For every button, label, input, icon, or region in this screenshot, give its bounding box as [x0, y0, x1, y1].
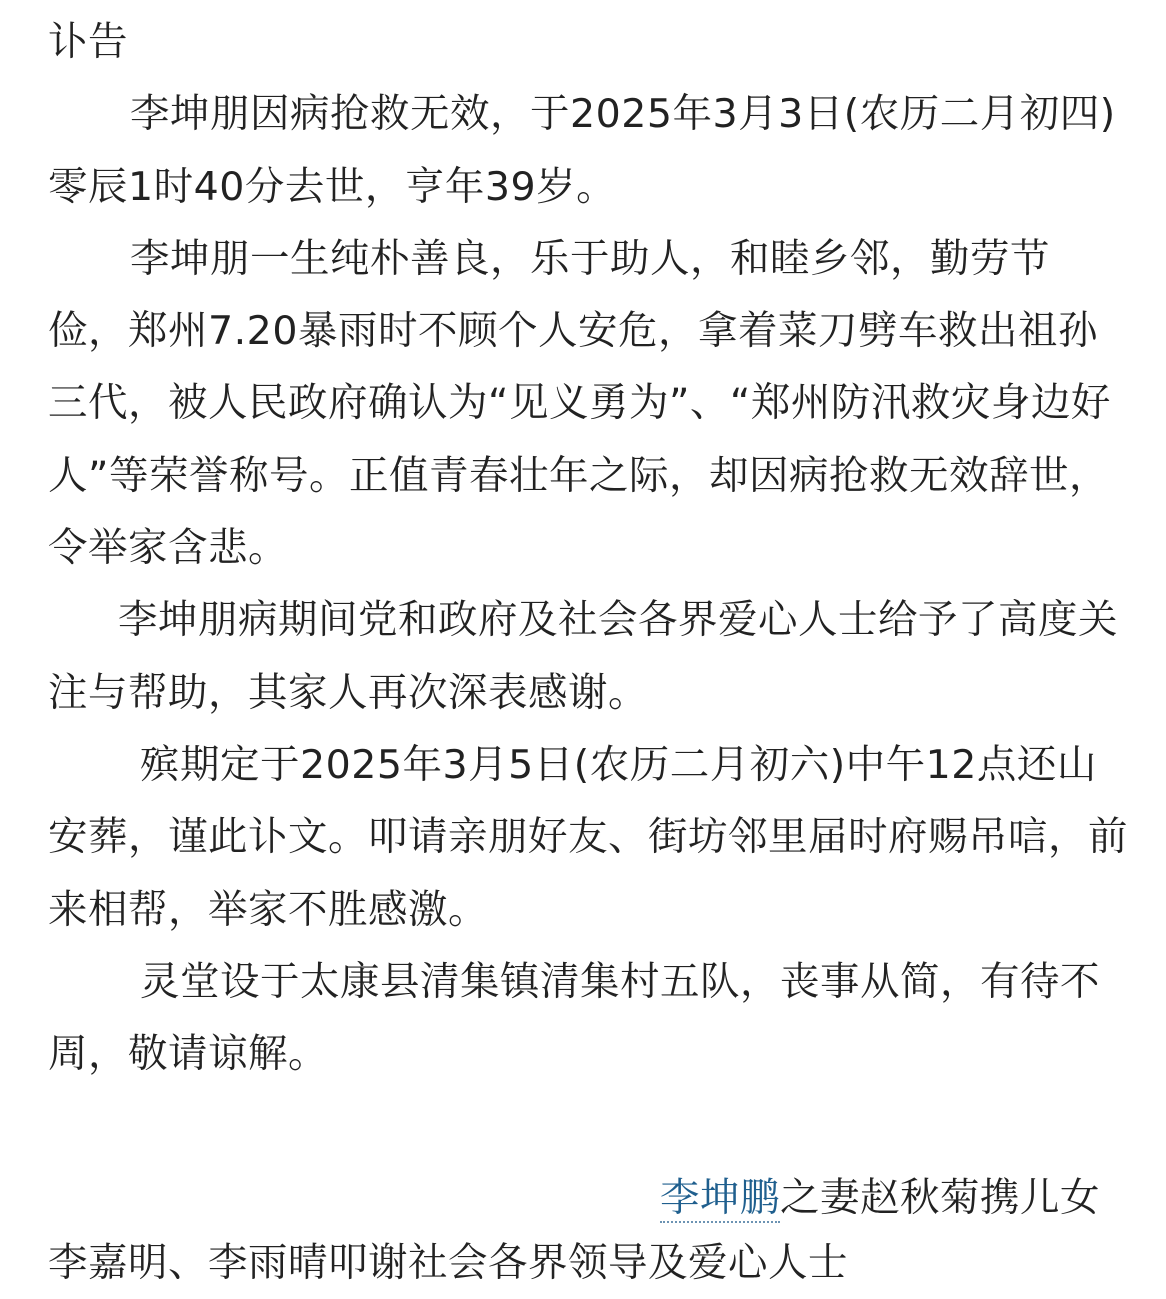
paragraph-biography: 李坤朋一生纯朴善良，乐于助人，和睦乡邻，勤劳节俭，郑州7.20暴雨时不顾个人安危，拿着菜刀劈车救出祖孙三代，被人民政府确认为“见义勇为”、“郑州防汛救灾身边好人”等荣誉称号。正值青春壮年之际，却因病抢救无效辞世，令举家含悲。 — [48, 235, 1111, 572]
signature-text: 之妻赵秋菊携儿女 — [780, 1175, 1100, 1222]
paragraph-memorial-hall: 灵堂设于太康县清集镇清集村五队，丧事从简，有待不周，敬请谅解。 — [48, 958, 1100, 1078]
paragraph-thanks: 李坤朋病期间党和政府及社会各界爱心人士给予了高度关注与帮助，其家人再次深表感谢。 — [48, 597, 1118, 716]
obituary-title: 讣告 — [48, 19, 128, 65]
paragraph-death-notice: 李坤朋因病抢救无效，于2025年3月3日(农历二月初四)零辰1时40分去世，亨年39岁。 — [48, 91, 1116, 210]
obituary-document — [48, 0, 1128, 1299]
name-link[interactable]: 李坤鹏 — [660, 1175, 780, 1222]
paragraph-funeral-date: 殡期定于2025年3月5日(农历二月初六)中午12点还山安葬，谨此讣文。叩请亲朋好友、街坊邻里届时府赐吊唁，前来相帮，举家不胜感激。 — [48, 741, 1128, 933]
spacer — [48, 1090, 1128, 1162]
signature-continuation: 李嘉明、李雨晴叩谢社会各界领导及爱心人士 — [48, 1239, 848, 1286]
signature-line — [48, 1162, 1128, 1234]
